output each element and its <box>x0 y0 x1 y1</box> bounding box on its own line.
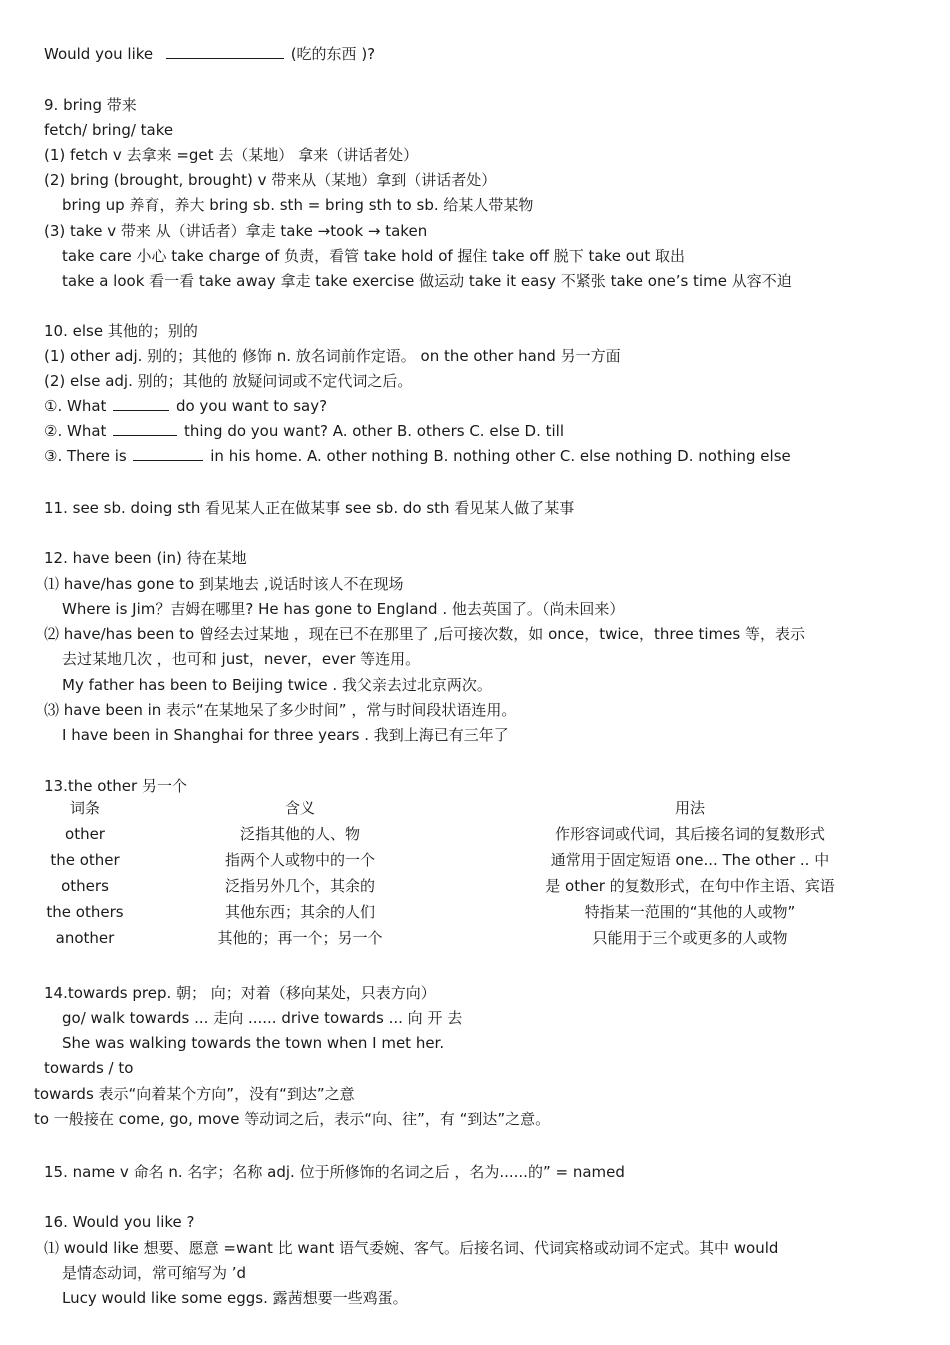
exercise-2 <box>44 421 564 441</box>
heading-11: 11. see sb. doing sth 看见某人正在做某事 see sb. do sth 看见某人做了某事 <box>44 499 575 517</box>
line-text: towards / to <box>44 1059 134 1077</box>
heading-12: 12. have been (in) 待在某地 <box>44 549 247 567</box>
table-cell: 特指某一范围的“其他的人或物” <box>584 903 796 921</box>
text-segment: thing do you want? A. other B. others C. else D. till <box>183 422 565 440</box>
heading-9: 9. bring 带来 <box>44 96 137 114</box>
heading-15: 15. name v 命名 n. 名字；名称 adj. 位于所修饰的名词之后 ，名为......的” = named <box>44 1163 625 1181</box>
table-cell: 其他的；再一个；另一个 <box>217 929 383 947</box>
heading-10: 10. else 其他的；别的 <box>44 322 198 340</box>
line-text: (2) bring (brought, brought) v 带来从（某地）拿到（讲话者处） <box>44 171 497 189</box>
table-cell: others <box>61 877 109 895</box>
line-text: to 一般接在 come, go, move 等动词之后，表示“向、往”，有 “到达”之意。 <box>34 1110 551 1128</box>
table-cell: 泛指另外几个，其余的 <box>224 877 375 895</box>
table-cell: 其他东西；其余的人们 <box>224 903 375 921</box>
line-text: (2) else adj. 别的；其他的 放疑问词或不定代词之后。 <box>44 372 413 390</box>
line-would-you-like <box>44 44 375 64</box>
line-text: ⑵ have/has been to 曾经去过某地 ，现在已不在那里了 ,后可接次数，如 once，twice，three times 等，表示 <box>44 625 805 643</box>
line-text: fetch/ bring/ take <box>44 121 174 139</box>
text-segment: in his home. A. other nothing B. nothing other C. else nothing D. nothing else <box>210 447 791 465</box>
table-row <box>40 824 920 850</box>
table-header-cell: 用法 <box>674 799 705 817</box>
line-text: take a look 看一看 take away 拿走 take exercise 做运动 take it easy 不紧张 take one’s time 从容不迫 <box>62 272 792 290</box>
heading-16: 16. Would you like ? <box>44 1213 195 1231</box>
line-text: She was walking towards the town when I met her. <box>62 1034 445 1052</box>
text-segment: ③. There is <box>44 447 127 465</box>
line-text: 是情态动词，常可缩写为 ’d <box>62 1264 247 1282</box>
fill-blank <box>113 421 177 436</box>
line-text: bring up 养育，养大 bring sb. sth = bring sth to sb. 给某人带某物 <box>62 196 534 214</box>
line-text: 去过某地几次 ，也可和 just，never，ever 等连用。 <box>62 650 421 668</box>
table-row <box>40 902 920 928</box>
fill-blank <box>133 446 203 461</box>
fill-blank <box>166 44 284 59</box>
heading-14: 14.towards prep. 朝； 向；对着（移向某处，只表方向） <box>44 984 436 1002</box>
table-header-row <box>40 798 920 824</box>
exercise-1 <box>44 396 327 416</box>
line-text: (3) take v 带来 从（讲话者）拿走 take →took → taken <box>44 222 428 240</box>
table-row <box>40 928 920 954</box>
line-text: Where is Jim？吉姆在哪里? He has gone to England . 他去英国了。（尚未回来） <box>62 600 625 618</box>
line-text: (1) fetch v 去拿来 =get 去（某地） 拿来（讲话者处） <box>44 146 419 164</box>
table-row <box>40 850 920 876</box>
text-segment: Would you like <box>44 45 154 63</box>
line-text: Lucy would like some eggs. 露茜想要一些鸡蛋。 <box>62 1289 408 1307</box>
table-cell: 指两个人或物中的一个 <box>224 851 375 869</box>
exercise-3 <box>44 446 791 466</box>
text-segment: ②. What <box>44 422 107 440</box>
table-cell: 泛指其他的人、物 <box>239 825 360 843</box>
line-text: ⑴ have/has gone to 到某地去 ,说话时该人不在现场 <box>44 575 404 593</box>
table-cell: 作形容词或代词，其后接名词的复数形式 <box>554 825 825 843</box>
fill-blank <box>113 396 169 411</box>
line-text: take care 小心 take charge of 负责，看管 take hold of 握住 take off 脱下 take out 取出 <box>62 247 686 265</box>
line-text: My father has been to Beijing twice . 我父亲去过北京两次。 <box>62 676 492 694</box>
table-cell: other <box>65 825 105 843</box>
usage-table <box>40 798 920 954</box>
table-cell: the others <box>46 903 124 921</box>
table-cell: the other <box>50 851 120 869</box>
line-text: towards 表示“向着某个方向”，没有“到达”之意 <box>34 1085 355 1103</box>
text-segment: do you want to say? <box>175 397 328 415</box>
table-cell: 只能用于三个或更多的人或物 <box>592 929 788 947</box>
text-segment: ①. What <box>44 397 107 415</box>
table-cell: 是 other 的复数形式，在句中作主语、宾语 <box>545 877 835 895</box>
table-row <box>40 876 920 902</box>
line-text: ⑴ would like 想要、愿意 =want 比 want 语气委婉、客气。后接名词、代词宾格或动词不定式。其中 would <box>44 1239 779 1257</box>
line-text: (1) other adj. 别的；其他的 修饰 n. 放名词前作定语。 on the other hand 另一方面 <box>44 347 621 365</box>
table-header-cell: 含义 <box>284 799 315 817</box>
table-cell: another <box>55 929 115 947</box>
line-text: ⑶ have been in 表示“在某地呆了多少时间” ，常与时间段状语连用。 <box>44 701 517 719</box>
heading-13: 13.the other 另一个 <box>44 777 187 795</box>
text-segment: (吃的东西 )? <box>290 45 376 63</box>
line-text: go/ walk towards ... 走向 ...... drive towards ... 向 开 去 <box>62 1009 463 1027</box>
line-text: I have been in Shanghai for three years . 我到上海已有三年了 <box>62 726 509 744</box>
table-header-cell: 词条 <box>69 799 100 817</box>
table-cell: 通常用于固定短语 one... The other .. 中 <box>550 851 830 869</box>
